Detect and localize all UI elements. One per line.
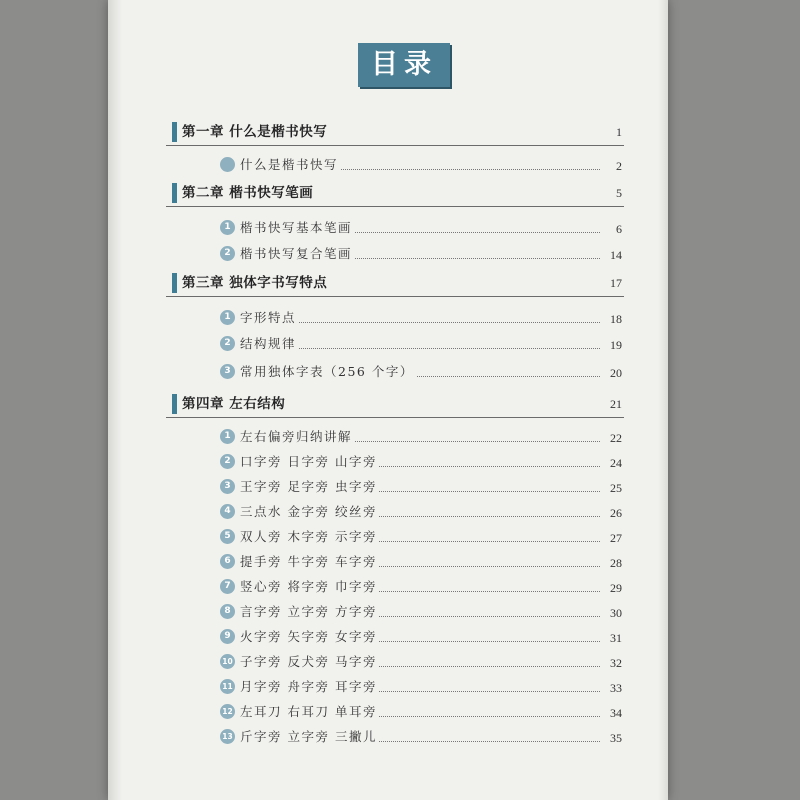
chapter-title: 第一章 什么是楷书快写 (182, 124, 328, 140)
chapter-heading[interactable] (166, 121, 624, 146)
entry-title: 结构规律 (240, 334, 298, 354)
entry-page-number: 6 (616, 222, 622, 236)
entry-number-badge: 1 (220, 310, 235, 325)
entry-title: 王字旁 足字旁 虫字旁 (240, 477, 379, 497)
entry-number-badge: 3 (220, 364, 235, 379)
toc-entry[interactable] (220, 362, 624, 384)
toc-entry[interactable] (220, 308, 624, 330)
entry-title: 言字旁 立字旁 方字旁 (240, 602, 379, 622)
chapter-heading[interactable] (166, 272, 624, 297)
entry-number-badge: 13 (220, 729, 235, 744)
toc-entry[interactable] (220, 602, 624, 624)
chapter-marker (172, 183, 177, 203)
chapter-title: 第四章 左右结构 (182, 396, 286, 412)
entry-title: 楷书快写基本笔画 (240, 218, 354, 238)
toc-entry[interactable] (220, 577, 624, 599)
entry-number-badge: 1 (220, 220, 235, 235)
toc-entry[interactable] (220, 218, 624, 240)
entry-page-number: 31 (610, 631, 622, 645)
entry-page-number: 29 (610, 581, 622, 595)
chapter-marker (172, 394, 177, 414)
entry-title: 常用独体字表（256 个字） (240, 362, 416, 382)
entry-page-number: 27 (610, 531, 622, 545)
entry-page-number: 18 (610, 312, 622, 326)
entry-number-badge: 11 (220, 679, 235, 694)
entry-number-badge: 2 (220, 336, 235, 351)
entry-page-number: 34 (610, 706, 622, 720)
chapter-marker (172, 122, 177, 142)
toc-entry[interactable] (220, 677, 624, 699)
entry-page-number: 28 (610, 556, 622, 570)
entry-title: 子字旁 反犬旁 马字旁 (240, 652, 379, 672)
entry-title: 双人旁 木字旁 示字旁 (240, 527, 379, 547)
entry-page-number: 20 (610, 366, 622, 380)
toc-entry[interactable] (220, 702, 624, 724)
entry-number-badge: 8 (220, 604, 235, 619)
entry-title: 月字旁 舟字旁 耳字旁 (240, 677, 379, 697)
entry-title: 字形特点 (240, 308, 298, 328)
entry-number-badge: 12 (220, 704, 235, 719)
chapter-page-number: 5 (616, 186, 622, 200)
chapter-marker (172, 273, 177, 293)
entry-page-number: 19 (610, 338, 622, 352)
entry-number-badge: 2 (220, 454, 235, 469)
toc-entry[interactable] (220, 527, 624, 549)
chapter-heading[interactable] (166, 393, 624, 418)
entry-number-badge: 1 (220, 429, 235, 444)
toc-entry[interactable] (220, 627, 624, 649)
entry-number-badge (220, 157, 235, 172)
page-edge-right (658, 0, 668, 800)
toc-entry[interactable] (220, 452, 624, 474)
entry-number-badge: 2 (220, 246, 235, 261)
toc-entry[interactable] (220, 727, 624, 749)
chapter-heading[interactable] (166, 182, 624, 207)
entry-number-badge: 5 (220, 529, 235, 544)
chapter-page-number: 1 (616, 125, 622, 139)
chapter-page-number: 21 (610, 397, 622, 411)
entry-title: 竖心旁 将字旁 巾字旁 (240, 577, 379, 597)
toc-entry[interactable] (220, 502, 624, 524)
entry-title: 什么是楷书快写 (240, 155, 340, 175)
toc-entry[interactable] (220, 552, 624, 574)
entry-page-number: 32 (610, 656, 622, 670)
toc-entry[interactable] (220, 427, 624, 449)
page-edge-left (108, 0, 122, 800)
entry-page-number: 25 (610, 481, 622, 495)
toc-entry[interactable] (220, 334, 624, 356)
book-page (108, 0, 668, 800)
entry-number-badge: 9 (220, 629, 235, 644)
entry-number-badge: 4 (220, 504, 235, 519)
entry-title: 提手旁 牛字旁 车字旁 (240, 552, 379, 572)
entry-title: 火字旁 矢字旁 女字旁 (240, 627, 379, 647)
entry-page-number: 2 (616, 159, 622, 173)
toc-title: 目录 (358, 43, 450, 87)
entry-title: 左右偏旁归纳讲解 (240, 427, 354, 447)
entry-number-badge: 10 (220, 654, 235, 669)
entry-number-badge: 7 (220, 579, 235, 594)
entry-number-badge: 6 (220, 554, 235, 569)
chapter-title: 第三章 独体字书写特点 (182, 275, 328, 291)
entry-title: 三点水 金字旁 绞丝旁 (240, 502, 379, 522)
chapter-title: 第二章 楷书快写笔画 (182, 185, 314, 201)
toc-entry[interactable] (220, 244, 624, 266)
toc-entry[interactable] (220, 652, 624, 674)
entry-page-number: 22 (610, 431, 622, 445)
entry-title: 楷书快写复合笔画 (240, 244, 354, 264)
entry-page-number: 33 (610, 681, 622, 695)
entry-page-number: 35 (610, 731, 622, 745)
entry-page-number: 24 (610, 456, 622, 470)
toc-entry[interactable] (220, 155, 624, 177)
entry-title: 口字旁 日字旁 山字旁 (240, 452, 379, 472)
entry-page-number: 26 (610, 506, 622, 520)
entry-title: 斤字旁 立字旁 三撇儿 (240, 727, 379, 747)
entry-title: 左耳刀 右耳刀 单耳旁 (240, 702, 379, 722)
entry-page-number: 14 (610, 248, 622, 262)
entry-number-badge: 3 (220, 479, 235, 494)
chapter-page-number: 17 (610, 276, 622, 290)
toc-entry[interactable] (220, 477, 624, 499)
entry-page-number: 30 (610, 606, 622, 620)
